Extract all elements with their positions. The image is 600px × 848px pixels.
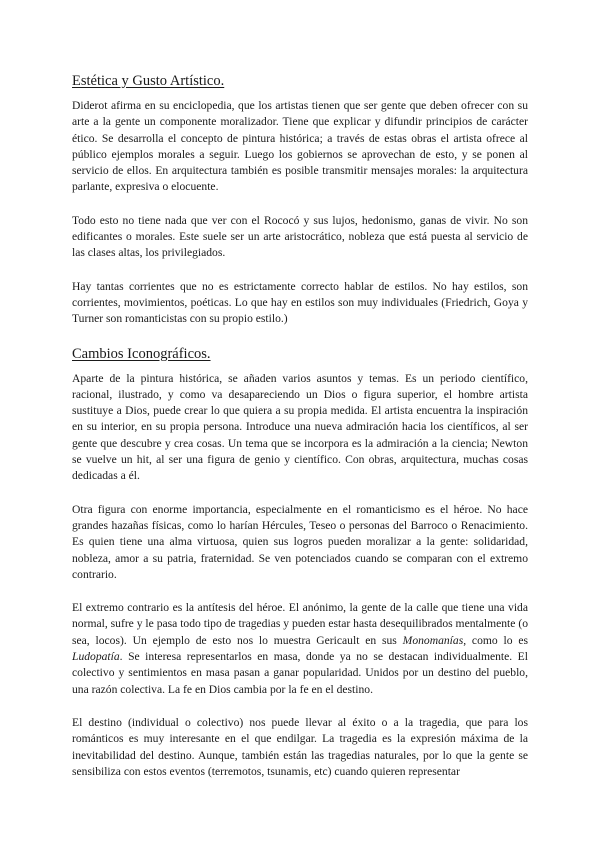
text-run: , como lo es — [463, 633, 528, 647]
text-run: . Se interesa representarlos en masa, donde ya no se destacan individualmente. El colectivo y sentimientos en masa pasan a ganar popularidad. Unidos por un destino del pueblo, una razón colectiva. La fe en Dios cambia por la fe en el destino. — [72, 650, 528, 696]
paragraph-antitesis — [72, 600, 528, 698]
italic-title-monomanias: Monomanías — [402, 633, 464, 647]
paragraph: El destino (individual o colectivo) nos puede llevar al éxito o a la tragedia, que para los románticos es muy interesante en el que endilgar. La tragedia es la expresión máxima de la inevitabilidad del destino. Aunque, también están las tragedias naturales, por lo que la gente se sensibiliza con estos eventos (terremotos, tsunamis, etc) cuando quieren representar — [72, 715, 528, 778]
text-run: El extremo contrario es la antítesis del héroe. El anónimo, la gente de la calle que tiene una vida normal, sufre y le pasa todo tipo de tragedias y pueden estar hasta desequilibrados mentalmente (o sea, locos). Un ejemplo de esto nos lo muestra Gericault en sus — [72, 601, 528, 647]
section-heading-cambios: Cambios Iconográficos. — [72, 345, 211, 362]
paragraph: Otra figura con enorme importancia, especialmente en el romanticismo es el héroe. No hace grandes hazañas físicas, como lo harían Hércules, Teseo o personas del Barroco o Renacimiento. Es quien tiene una alma virtuosa, quien sus logros pueden moralizar a la gente: solidaridad, nobleza, amor a su patria, fraternidad. Se ven potenciados cuando se comparan con el extremo contrario. — [72, 502, 528, 581]
section-heading-estetica: Estética y Gusto Artístico. — [72, 73, 225, 89]
paragraph: Diderot afirma en su enciclopedia, que los artistas tienen que ser gente que deben ofrecer con su arte a la gente un componente moralizador. Tiene que explicar y difundir principios de carácter ético. Se desarrolla el concepto de pintura histórica; a través de estas obras el artista ofrece al público ejemplos morales a seguir. Luego los gobiernos se aprovechan de esto, y se ponen al servicio de ellos. En arquitectura también es posible transmitir mensajes morales: la arquitectura parlante, expresiva o elocuente. — [72, 99, 528, 194]
paragraph: Todo esto no tiene nada que ver con el Rococó y sus lujos, hedonismo, ganas de vivir. No son edificantes o morales. Este suele ser un arte aristocrático, nobleza que está puesta al servicio de las clases altas, los privilegiados. — [72, 213, 528, 260]
italic-title-ludopatia: Ludopatía — [72, 650, 120, 664]
document-page — [72, 72, 528, 780]
paragraph: Hay tantas corrientes que no es estrictamente correcto hablar de estilos. No hay estilos, son corrientes, movimientos, poéticas. Lo que hay en estilos son muy individuales (Friedrich, Goya y Turner son romanticistas con su propio estilo.) — [72, 279, 528, 326]
paragraph: Aparte de la pintura histórica, se añaden varios asuntos y temas. Es un periodo científico, racional, ilustrado, y como va desapareciendo un Dios o figura superior, el hombre artista sustituye a Dios, puede crear lo que quiera a su propia medida. El artista encuentra la inspiración en su interior, en su propia persona. Introduce una nueva admiración hacia los científicos, al ser gente que descubre y crea cosas. Un tema que se incorpora es la admiración a la ciencia; Newton se vuelve un hit, al ser una figura de genio y científico. Con obras, arquitectura, muchas cosas dedicadas a él. — [72, 371, 528, 483]
